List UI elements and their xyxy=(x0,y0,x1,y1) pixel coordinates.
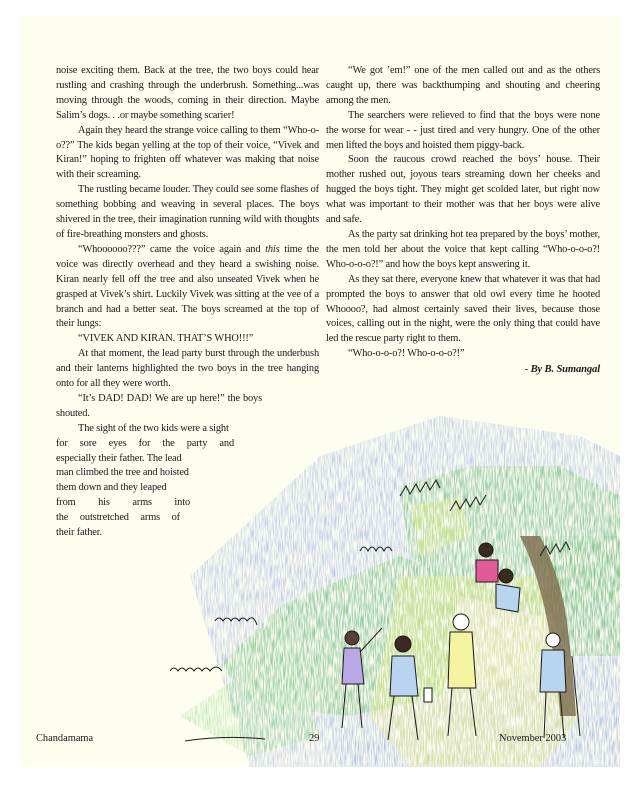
wrapped-line: for sore eyes for the party and xyxy=(56,437,234,449)
paragraph: At that moment, the lead party burst through the underbush and their lanterns highlighted the two boys in the tree hanging onto for all they were worth. xyxy=(56,348,319,390)
wrapped-line: their father. xyxy=(56,527,102,539)
paragraph: As they sat there, everyone knew that whatever it was that had prompted the boys to answer that old owl every time he hooted Whoooo?, had almost certainly saved their lives, because those voices, calling out in the night, were the only thing that could have led the rescue party right to them. xyxy=(326,273,600,345)
paragraph: The searchers were relieved to find that the boys were none the worse for wear - - just tired and very hungry. One of the other men lifted the boys and hoisted them piggy-back. xyxy=(326,109,600,151)
paragraph: “Who-o-o-o?! Who-o-o-o?!” xyxy=(348,348,465,360)
wrapped-line: from his arms into xyxy=(56,497,190,509)
paragraph: The rustling became louder. They could see some flashes of something bobbing and weaving in several places. The boys shivered in the tree, their imagination running wild with thoughts of fire-breathing monsters and ghosts. xyxy=(56,184,319,240)
paragraph: As the party sat drinking hot tea prepared by the boys’ mother, the men told her about the voice that kept calling “Who-o-o-o?! Who-o-o-o?!” and how the boys kept answering it. xyxy=(326,228,600,270)
left-column xyxy=(56,64,319,541)
footer-magazine-name: Chandamama xyxy=(36,733,94,744)
footer-page-number: 29 xyxy=(309,733,320,744)
footer-issue-date: November 2003 xyxy=(499,733,567,744)
paragraph: noise exciting them. Back at the tree, the two boys could hear rustling and crashing through the underbrush. Something...was moving through the woods, coming in their direction. Maybe Salim’s dogs. . .or maybe something scarier! xyxy=(56,65,319,121)
paragraph: “VIVEK AND KIRAN. THAT’S WHO!!!” xyxy=(78,333,254,345)
paragraph: Soon the raucous crowd reached the boys’ house. Their mother rushed out, joyous tears streaming down her cheeks and hugged the boys tight. They might get scolded later, but right now what was important to their mother was that her boys were alive and safe. xyxy=(326,154,600,226)
wrapped-line: especially their father. The lead xyxy=(56,452,182,464)
paragraph: “It’s DAD! DAD! We are up here!” the boys shouted. xyxy=(56,392,262,419)
right-column xyxy=(326,64,600,378)
author-byline: - By B. Sumangal xyxy=(524,364,600,376)
wrapped-line: them down and they leaped xyxy=(56,482,167,494)
wrapped-line: the outstretched arms of xyxy=(56,512,180,524)
wrapped-line: man climbed the tree and hoisted xyxy=(56,467,189,479)
magazine-page xyxy=(20,16,620,767)
paragraph: “Whoooooo???” came the voice again and this time the voice was directly overhead and they heard a swishing noise. Kiran nearly fell off the tree and also unseated Vivek when he grasped at Vivek’s shirt. Luckily Vivek was sitting at the vee of a branch and had a better seat. The boys screamed at the top of their lungs: xyxy=(56,243,319,330)
paragraph: Again they heard the strange voice calling to them “Who-o-o??” The kids began yelling at the top of their voice, “Vivek and Kiran!” hoping to frighten off whatever was making that noise with their screaming. xyxy=(56,124,319,181)
paragraph: “We got ’em!” one of the men called out and as the others caught up, there was backthumping and shouting and cheering among the men. xyxy=(326,65,600,106)
emphasis: this xyxy=(265,243,280,255)
wrapped-line: The sight of the two kids were a sight xyxy=(78,422,229,434)
